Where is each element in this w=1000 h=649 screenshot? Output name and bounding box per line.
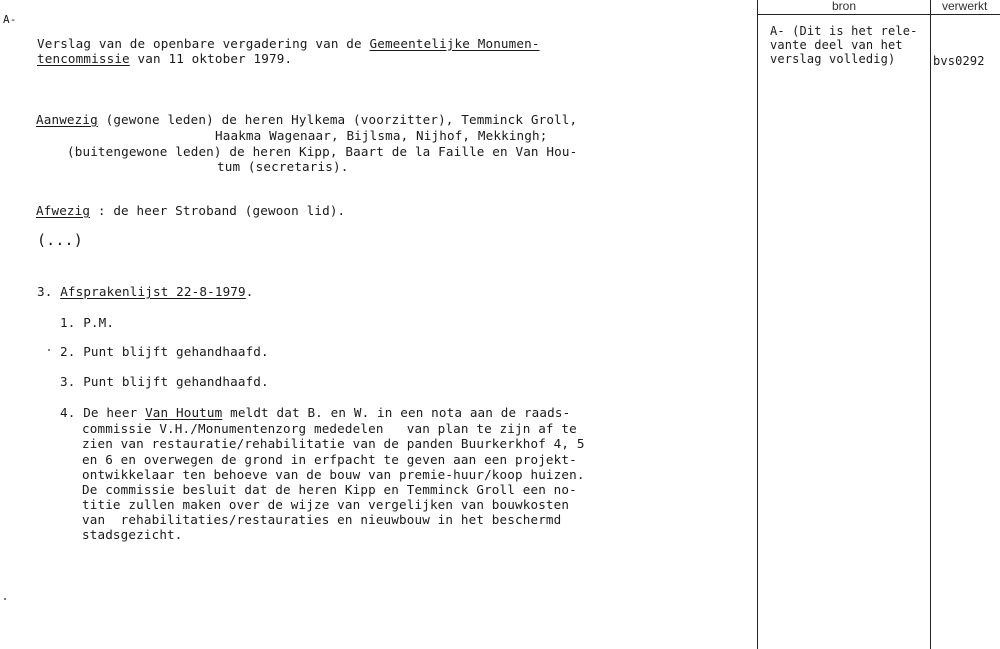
margin-marker: A- — [3, 13, 17, 26]
point-4-text: meldt dat B. en W. in een nota aan de raads- — [222, 405, 571, 420]
header-bron: bron — [832, 0, 857, 13]
verwerkt-code: bvs0292 — [933, 54, 985, 68]
point-1: 1. P.M. — [60, 315, 115, 330]
point-2: 2. Punt blijft gehandhaafd. — [60, 344, 269, 359]
point-4-line-6: De commissie besluit dat de heren Kipp en Temminck Groll een no- — [82, 482, 577, 497]
point-4-line-1 — [60, 405, 570, 420]
title-committee: Gemeentelijke Monumen- — [369, 36, 540, 51]
scan-speck — [48, 349, 50, 351]
aanwezig-line-3: (buitengewone leden) de heren Kipp, Baart de la Faille en Van Hou- — [67, 144, 578, 159]
aanwezig-line-2: Haakma Wagenaar, Bijlsma, Nijhof, Mekkingh; — [215, 128, 548, 143]
item-3-dot: . — [245, 284, 254, 299]
afwezig-text: : de heer Stroband (gewoon lid). — [90, 203, 346, 218]
point-3: 3. Punt blijft gehandhaafd. — [60, 374, 269, 389]
point-4-line-5: ontwikkelaar ten behoeve van de bouw van premie-huur/koop huizen. — [82, 467, 585, 482]
point-4-intro: 4. De heer — [60, 405, 146, 420]
aanwezig-line-4: tum (secretaris). — [217, 159, 349, 174]
bron-note-line-3: verslag volledig) — [770, 52, 896, 66]
item-3-title: Afsprakenlijst 22-8-1979 — [60, 284, 246, 299]
ellipsis: (...) — [37, 231, 83, 249]
bron-note-line-2: vante deel van het — [770, 38, 903, 52]
afwezig-line — [36, 203, 345, 218]
aanwezig-text: (gewone leden) de heren Hylkema (voorzitter), Temminck Groll, — [97, 112, 578, 127]
column-divider-left — [757, 0, 758, 649]
point-4-line-4: en 6 en overwegen de grond in erfpacht te geven aan een projekt- — [82, 452, 577, 467]
bron-note-line-1: A- (Dit is het rele- — [770, 24, 918, 38]
header-verwerkt: verwerkt — [942, 0, 988, 13]
header-rule — [757, 14, 1000, 15]
title-committee-end: tencommissie — [37, 51, 130, 66]
title-date: van 11 oktober 1979. — [129, 51, 293, 66]
title-text: Verslag van de openbare vergadering van de — [37, 36, 370, 51]
point-4-line-2: commissie V.H./Monumentenzorg mededelen van plan te zijn af te — [82, 421, 577, 436]
point-4-line-9: stadsgezicht. — [82, 527, 183, 542]
point-4-line-8: van rehabilitaties/restauraties en nieuwbouw in het beschermd — [82, 512, 562, 527]
item-3-heading — [37, 284, 254, 299]
afwezig-label: Afwezig — [36, 203, 91, 218]
aanwezig-line-1 — [36, 112, 577, 127]
scan-speck — [4, 598, 6, 600]
title-line-1 — [37, 36, 540, 51]
column-divider-middle — [930, 0, 931, 649]
item-3-number: 3. — [37, 284, 61, 299]
aanwezig-label: Aanwezig — [36, 112, 98, 127]
point-4-line-3: zien van restauratie/rehabilitatie van de panden Buurkerkhof 4, 5 — [82, 436, 585, 451]
point-4-line-7: titie zullen maken over de wijze van vergelijken van bouwkosten — [82, 497, 570, 512]
point-4-name: Van Houtum — [145, 405, 223, 420]
title-line-2 — [37, 51, 292, 66]
